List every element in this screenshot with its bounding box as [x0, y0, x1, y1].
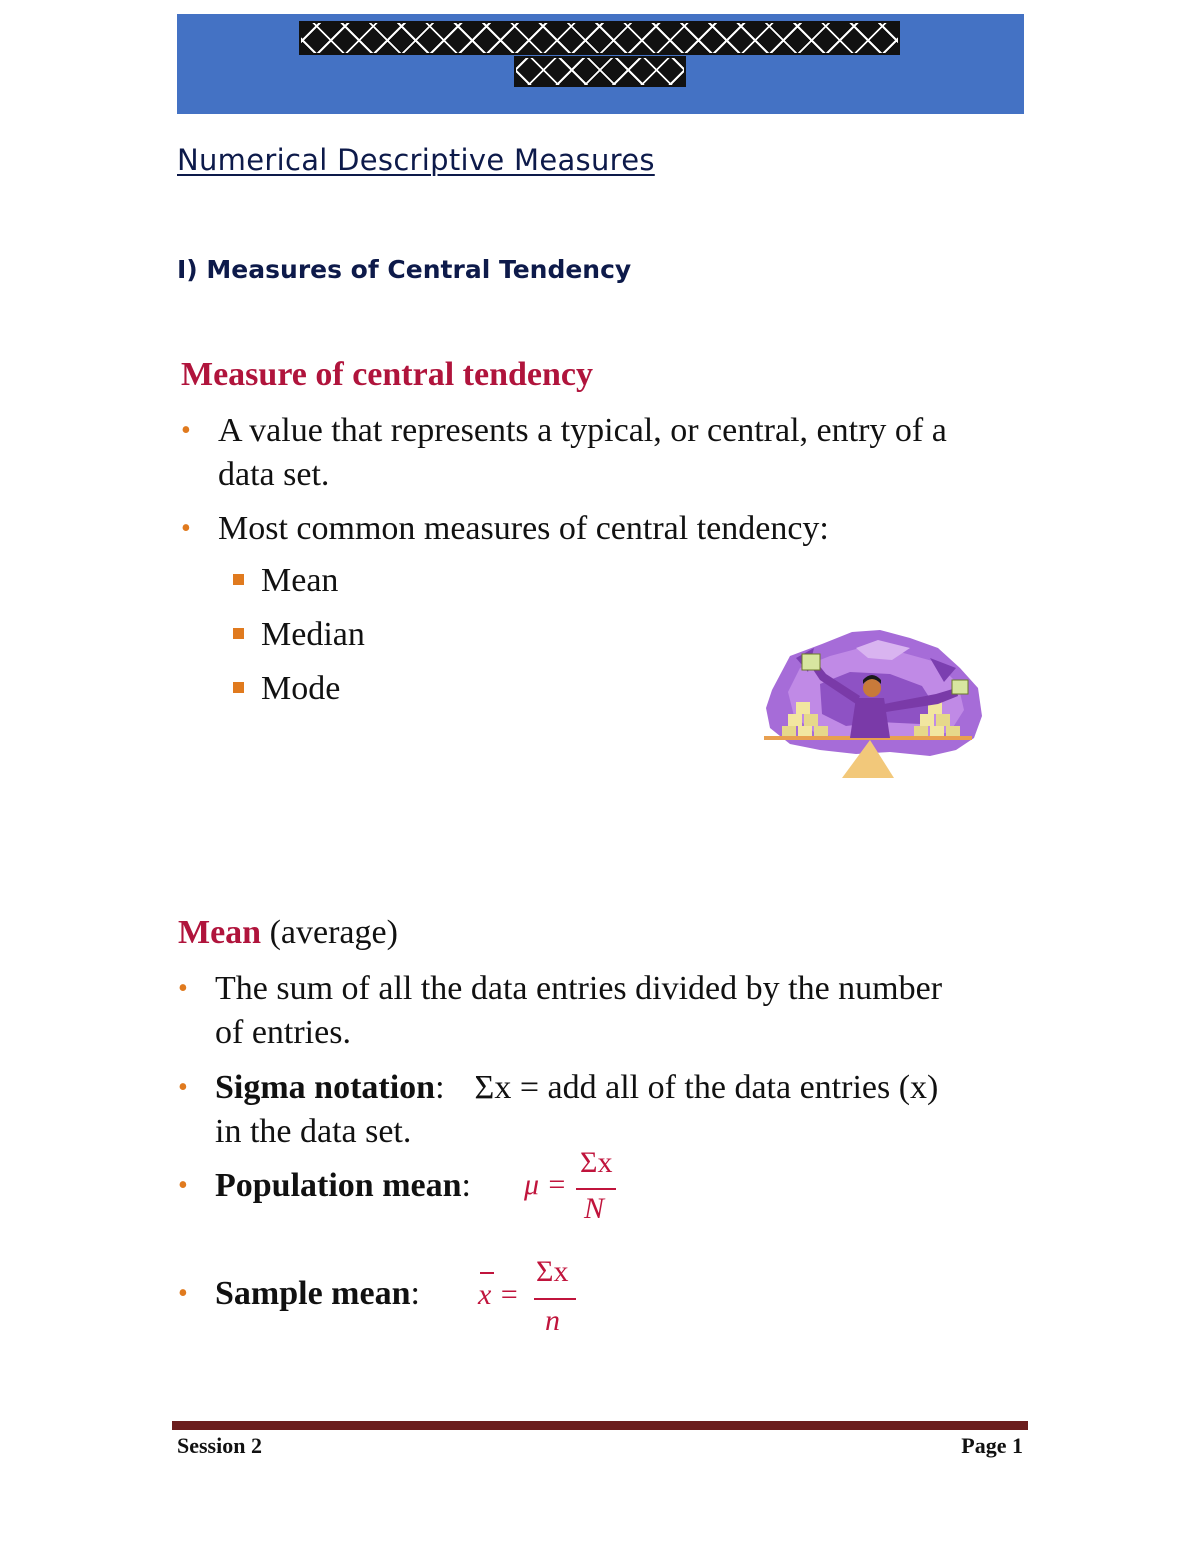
bullet-text-line: of entries. [215, 1014, 351, 1051]
bullet-text-line: data set. [218, 456, 330, 493]
sample-label: Sample mean [215, 1275, 411, 1312]
population-mean-denominator: N [584, 1192, 605, 1225]
population-mean-lhs: μ = [524, 1168, 567, 1201]
population-colon: : [461, 1167, 471, 1204]
square-bullet-icon [233, 628, 244, 639]
bullet-dot-icon: • [178, 1278, 188, 1309]
sub-item-mean [233, 562, 338, 600]
redacted-title-line-1 [299, 21, 900, 55]
central-tendency-heading: Measure of central tendency [181, 356, 593, 393]
sample-mean-overbar [480, 1272, 494, 1274]
square-bullet-icon [233, 574, 244, 585]
mean-heading-normal: (average) [261, 914, 398, 951]
sigma-symbol: Σx [474, 1069, 512, 1106]
bullet-common-measures [181, 507, 1041, 551]
bullet-dot-icon: • [181, 415, 191, 446]
bullet-dot-icon: • [178, 1170, 188, 1201]
population-fraction-bar [576, 1188, 616, 1190]
bullet-population-mean [178, 1164, 778, 1208]
population-label: Population mean [215, 1167, 462, 1204]
mean-heading-bold: Mean [178, 914, 262, 951]
bullet-text-line: in the data set. [215, 1113, 412, 1150]
population-mean-numerator: Σx [580, 1146, 613, 1179]
document-title: Numerical Descriptive Measures [177, 143, 655, 177]
bullet-mean-definition [178, 967, 1038, 1057]
sub-item-median [233, 616, 365, 654]
bullet-dot-icon: • [181, 513, 191, 544]
redacted-title-line-2 [514, 56, 686, 87]
sigma-label: Sigma notation [215, 1069, 436, 1106]
footer-session: Session 2 [177, 1433, 262, 1458]
bullet-dot-icon: • [178, 1072, 188, 1103]
population-label-line [215, 1164, 471, 1208]
sub-item-label: Mode [261, 670, 341, 707]
bullet-sigma-notation [178, 1066, 1038, 1156]
bullet-text-line: A value that represents a typical, or central, entry of a [218, 412, 947, 449]
sample-mean-lhs: x = [478, 1278, 520, 1311]
sub-item-mode [233, 670, 340, 708]
sub-item-label: Mean [261, 562, 339, 599]
sub-item-label: Median [261, 616, 365, 653]
person-balancing-scale-icon [760, 628, 985, 780]
sigma-line [215, 1066, 938, 1110]
sample-colon: : [410, 1275, 420, 1312]
sample-label-line [215, 1272, 420, 1316]
bullet-text-line: The sum of all the data entries divided by the number [215, 970, 943, 1007]
square-bullet-icon [233, 682, 244, 693]
footer-page-number: Page 1 [961, 1433, 1023, 1458]
bullet-text-line: Most common measures of central tendency: [218, 510, 829, 547]
bullet-dot-icon: • [178, 973, 188, 1004]
sample-fraction-bar [534, 1298, 576, 1300]
sample-mean-numerator: Σx [536, 1255, 569, 1288]
sigma-text: = add all of the data entries (x) [511, 1069, 939, 1106]
bullet-definition [181, 409, 1041, 499]
section-heading: I) Measures of Central Tendency [177, 255, 632, 284]
footer-rule [172, 1421, 1028, 1430]
sample-mean-denominator: n [545, 1304, 560, 1337]
sigma-colon: : [435, 1069, 445, 1106]
mean-heading [178, 914, 398, 952]
